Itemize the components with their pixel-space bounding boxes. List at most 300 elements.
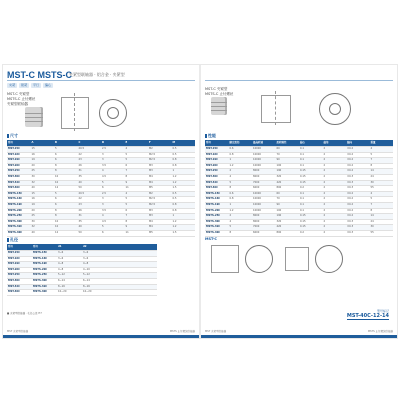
- table-cell: 1.2: [172, 225, 196, 231]
- column-header: 偏角: [323, 140, 347, 147]
- table-cell: 0.15: [299, 214, 323, 220]
- model-caption-line: MST-C 夹紧型: [7, 92, 30, 96]
- table-cell: 10~20: [57, 290, 82, 296]
- table-cell: 0.1: [299, 191, 323, 197]
- feature-chip: 锁紧: [21, 83, 28, 87]
- table-cell: 0.5: [172, 152, 196, 158]
- table-cell: 0.15: [299, 225, 323, 231]
- table-cell: 7000: [252, 225, 276, 231]
- table-cell: 30: [370, 225, 394, 231]
- table-cell: 2: [323, 191, 347, 197]
- table-cell: 0.8: [172, 202, 196, 208]
- bore-row: [7, 290, 157, 296]
- table-cell: 3.5: [101, 208, 125, 214]
- table-cell: 8: [229, 230, 253, 236]
- table-cell: 31: [78, 214, 102, 220]
- table-cell: 90: [276, 202, 300, 208]
- column-header: 扭转刚性: [276, 140, 300, 147]
- table-cell: ±0.2: [346, 163, 370, 169]
- table-cell: 4.5: [101, 174, 125, 180]
- page-title: MST-C MSTS-C: [7, 70, 72, 80]
- table-cell: 2: [229, 214, 253, 220]
- table-cell: M2.5: [148, 197, 172, 203]
- table-cell: 7000: [252, 180, 276, 186]
- table-cell: 8000: [252, 169, 276, 175]
- centerline: [275, 91, 276, 125]
- table-cell: 0.2: [299, 186, 323, 192]
- table-cell: 5: [125, 197, 149, 203]
- table-cell: 320: [276, 174, 300, 180]
- model-caption-line: MSTS-C 止付螺丝: [7, 97, 36, 101]
- table-cell: 2: [323, 158, 347, 164]
- table-cell: 1: [172, 169, 196, 175]
- column-header: A: [31, 140, 55, 147]
- table-cell: 0.6: [229, 147, 253, 153]
- table-cell: 3: [101, 158, 125, 164]
- part-number-cell: MST-19C: [7, 158, 31, 164]
- feature-chips: [7, 83, 53, 88]
- table-cell: ±0.3: [346, 186, 370, 192]
- table-cell: 2: [323, 214, 347, 220]
- table-cell: 5: [125, 152, 149, 158]
- table-cell: 2: [323, 197, 347, 203]
- table-cell: 3~6: [57, 256, 82, 262]
- dimension-table: [7, 140, 195, 237]
- table-cell: ±0.2: [346, 214, 370, 220]
- table-cell: 0.8: [229, 152, 253, 158]
- table-cell: 2: [323, 147, 347, 153]
- table-cell: 16: [31, 152, 55, 158]
- side-view-drawing: [261, 95, 291, 123]
- table-cell: 5: [370, 152, 394, 158]
- table-cell: 60: [276, 147, 300, 153]
- table-cell: 4: [101, 169, 125, 175]
- table-cell: ±0.2: [346, 169, 370, 175]
- model-caption-line: 夹紧型联轴器: [7, 102, 28, 106]
- table-cell: 23: [78, 158, 102, 164]
- table-cell: 9: [125, 180, 149, 186]
- part-number-cell: MSTS-30C: [205, 219, 229, 225]
- table-cell: 10~20: [82, 290, 107, 296]
- table-cell: ±0.3: [346, 180, 370, 186]
- column-header: C: [78, 140, 102, 147]
- table-cell: 70: [276, 152, 300, 158]
- footer-left-text: MST 夹紧型联轴器: [7, 330, 29, 333]
- part-number-cell: MSTS-15C: [205, 191, 229, 197]
- bore-circle: [329, 103, 341, 115]
- table-cell: 2: [323, 219, 347, 225]
- table-cell: 4: [125, 147, 149, 153]
- table-cell: 0.1: [299, 197, 323, 203]
- performance-table: [205, 140, 393, 237]
- table-cell: 0.5: [172, 197, 196, 203]
- column-header: B: [54, 140, 78, 147]
- order-example: [347, 309, 389, 320]
- table-cell: 5: [54, 147, 78, 153]
- part-number-cell: MST-25C: [205, 169, 229, 175]
- column-header: d1: [57, 244, 82, 251]
- table-cell: 0.1: [299, 202, 323, 208]
- table-note: ■ 夹紧型联轴器 · 孔径公差 H7: [7, 312, 42, 315]
- table-cell: 4: [125, 191, 149, 197]
- table-cell: MSTS-30C: [32, 278, 57, 284]
- table-cell: 4: [229, 219, 253, 225]
- table-cell: 15: [31, 147, 55, 153]
- table-cell: 5: [125, 158, 149, 164]
- table-cell: 7: [370, 158, 394, 164]
- table-cell: MSTS-19C: [32, 262, 57, 268]
- part-number-cell: MSTS-40C: [205, 230, 229, 236]
- part-number-cell: MST-16C: [7, 256, 32, 262]
- table-cell: M5: [148, 230, 172, 236]
- table-cell: [132, 290, 157, 296]
- table-cell: 0.1: [299, 163, 323, 169]
- feature-chip: 夹紧: [9, 83, 16, 87]
- table-cell: 2: [323, 225, 347, 231]
- cad-drawing-1: [211, 245, 239, 273]
- table-cell: 50: [78, 186, 102, 192]
- part-number-cell: MST-25C: [7, 273, 32, 279]
- column-header: 重量: [370, 140, 394, 147]
- part-number-cell: MSTS-16C: [205, 197, 229, 203]
- table-cell: 6: [54, 202, 78, 208]
- table-cell: 5: [370, 197, 394, 203]
- table-cell: 22: [78, 197, 102, 203]
- table-cell: 8: [54, 169, 78, 175]
- table-cell: 6: [54, 197, 78, 203]
- table-cell: 12: [54, 230, 78, 236]
- table-cell: 10: [54, 219, 78, 225]
- part-number-cell: MSTS-25C: [205, 214, 229, 220]
- table-cell: 8: [125, 219, 149, 225]
- table-cell: 11: [125, 186, 149, 192]
- part-number-cell: MSTS-40C: [7, 230, 31, 236]
- table-cell: 2: [323, 174, 347, 180]
- table-cell: 7: [125, 214, 149, 220]
- table-cell: 2: [323, 230, 347, 236]
- table-cell: 1.5: [172, 186, 196, 192]
- table-cell: 6~14: [57, 278, 82, 284]
- table-cell: M4: [148, 180, 172, 186]
- table-cell: 6000: [252, 230, 276, 236]
- table-cell: 22: [78, 152, 102, 158]
- table-cell: 4~8: [82, 262, 107, 268]
- table-cell: 6~14: [82, 278, 107, 284]
- part-number-cell: MST-20C: [7, 267, 32, 273]
- table-cell: 0.8: [172, 163, 196, 169]
- page-footer: [205, 329, 393, 334]
- table-cell: M4: [148, 225, 172, 231]
- model-caption: [7, 92, 35, 107]
- section-heading-bore: 孔径: [7, 237, 18, 243]
- table-cell: 10000: [252, 197, 276, 203]
- table-cell: M3: [148, 163, 172, 169]
- table-cell: 420: [276, 180, 300, 186]
- part-number-cell: MST-40C: [7, 186, 31, 192]
- table-cell: 10000: [252, 208, 276, 214]
- table-cell: 1: [172, 214, 196, 220]
- table-cell: M5: [148, 186, 172, 192]
- part-number-cell: MSTS-19C: [205, 202, 229, 208]
- table-cell: 4: [229, 174, 253, 180]
- table-cell: 26: [78, 163, 102, 169]
- table-cell: 3~6: [82, 251, 107, 257]
- table-cell: ±0.2: [346, 202, 370, 208]
- column-header: 轴向: [346, 140, 370, 147]
- table-cell: 24: [370, 219, 394, 225]
- table-cell: 12: [54, 186, 78, 192]
- column-header: M: [172, 140, 196, 147]
- table-cell: 1.2: [172, 180, 196, 186]
- table-cell: 0.6: [229, 191, 253, 197]
- part-number-cell: MST-40C: [7, 290, 32, 296]
- footer-right-text: MSTS 止付螺丝联轴器: [367, 330, 393, 333]
- catalog-spread: [3, 65, 397, 338]
- table-cell: 6: [125, 163, 149, 169]
- left-page: [3, 65, 199, 338]
- table-cell: M2: [148, 147, 172, 153]
- table-cell: 1.2: [172, 174, 196, 180]
- model-caption: [205, 87, 233, 97]
- table-cell: 0.8: [172, 208, 196, 214]
- table-cell: M2: [148, 191, 172, 197]
- table-cell: 0.15: [299, 219, 323, 225]
- table-cell: 32: [31, 225, 55, 231]
- table-cell: MSTS-25C: [32, 273, 57, 279]
- table-cell: 26: [78, 208, 102, 214]
- table-cell: 15: [31, 191, 55, 197]
- bore-table: [7, 244, 157, 296]
- table-cell: 6: [54, 152, 78, 158]
- table-cell: M3: [148, 214, 172, 220]
- part-number-cell: MSTS-15C: [7, 191, 31, 197]
- table-cell: 50: [78, 230, 102, 236]
- table-cell: 7: [125, 169, 149, 175]
- table-cell: 8000: [252, 174, 276, 180]
- table-cell: 0.8: [172, 158, 196, 164]
- table-cell: MSTS-15C: [32, 251, 57, 257]
- table-cell: 6: [101, 186, 125, 192]
- table-cell: 1.2: [229, 163, 253, 169]
- part-number-cell: MST-40C: [205, 186, 229, 192]
- table-cell: 31: [78, 169, 102, 175]
- table-cell: 5~12: [57, 273, 82, 279]
- column-header: 型号: [7, 244, 32, 251]
- table-cell: 20: [31, 208, 55, 214]
- table-cell: 35: [78, 219, 102, 225]
- part-number-cell: MST-32C: [7, 180, 31, 186]
- part-number-cell: MST-16C: [205, 152, 229, 158]
- order-example-code: MST-40C-12-14: [346, 313, 389, 319]
- part-number-cell: MST-25C: [7, 169, 31, 175]
- table-cell: 2: [323, 186, 347, 192]
- table-cell: 20: [31, 163, 55, 169]
- table-cell: MSTS-16C: [32, 256, 57, 262]
- table-cell: MSTS-40C: [32, 290, 57, 296]
- part-number-cell: MST-15C: [205, 147, 229, 153]
- table-cell: 5: [54, 191, 78, 197]
- table-cell: 40: [78, 180, 102, 186]
- table-cell: 1: [229, 158, 253, 164]
- table-cell: 3~6: [57, 251, 82, 257]
- table-cell: 0.5: [172, 147, 196, 153]
- table-cell: 10000: [252, 191, 276, 197]
- table-cell: 5~12: [82, 273, 107, 279]
- page-subtitle: 夹紧型联轴器 · 铝合金 · 夹紧型: [69, 72, 125, 77]
- table-cell: 8: [125, 174, 149, 180]
- table-cell: 1: [229, 202, 253, 208]
- column-header: 额定扭矩: [229, 140, 253, 147]
- order-example-label: 型号标记: [376, 309, 389, 313]
- column-header: 型号: [32, 244, 57, 251]
- part-number-cell: MSTS-30C: [7, 219, 31, 225]
- table-cell: 8: [229, 186, 253, 192]
- bore-circle: [107, 107, 119, 119]
- model-caption-line: MST-C 夹紧型: [205, 87, 228, 91]
- column-header: d2: [82, 244, 107, 251]
- table-cell: 9: [125, 225, 149, 231]
- table-cell: 5: [229, 180, 253, 186]
- model-caption-line: MSTS-C 止付螺丝: [205, 92, 234, 96]
- footer-bar: [3, 335, 199, 338]
- table-cell: 4~10: [82, 267, 107, 273]
- table-cell: 40: [78, 225, 102, 231]
- table-cell: 3: [101, 202, 125, 208]
- table-cell: 5: [229, 225, 253, 231]
- right-page: [201, 65, 397, 338]
- table-cell: 8~16: [82, 284, 107, 290]
- table-cell: 19: [31, 158, 55, 164]
- table-cell: 3: [101, 152, 125, 158]
- table-cell: 70: [276, 197, 300, 203]
- table-cell: 3~6: [82, 256, 107, 262]
- footer-left-text: MST 夹紧型联轴器: [205, 330, 227, 333]
- table-cell: 30: [31, 174, 55, 180]
- table-cell: 100: [276, 163, 300, 169]
- table-cell: 6000: [252, 186, 276, 192]
- table-cell: 0.1: [299, 208, 323, 214]
- table-cell: ±0.3: [346, 230, 370, 236]
- part-number-cell: MSTS-32C: [205, 225, 229, 231]
- part-number-cell: MSTS-16C: [7, 197, 31, 203]
- table-cell: 6: [125, 208, 149, 214]
- table-cell: 5: [101, 180, 125, 186]
- part-number-cell: MST-15C: [7, 147, 31, 153]
- table-cell: 10000: [252, 202, 276, 208]
- title-rule: [7, 80, 195, 81]
- table-cell: 10: [54, 174, 78, 180]
- table-cell: 190: [276, 169, 300, 175]
- part-number-cell: MST-15C: [7, 251, 32, 257]
- table-cell: 0.15: [299, 169, 323, 175]
- table-cell: 25: [31, 214, 55, 220]
- feature-chip: 平行: [33, 83, 40, 87]
- table-cell: 20.5: [78, 191, 102, 197]
- table-cell: ±0.3: [346, 219, 370, 225]
- table-cell: 1.2: [229, 208, 253, 214]
- table-cell: 2.5: [101, 147, 125, 153]
- part-number-cell: MST-30C: [205, 174, 229, 180]
- table-cell: 4: [101, 214, 125, 220]
- table-cell: 55: [370, 186, 394, 192]
- table-cell: 2: [323, 180, 347, 186]
- table-cell: 0.2: [299, 230, 323, 236]
- table-cell: 8: [54, 208, 78, 214]
- table-cell: ±0.2: [346, 152, 370, 158]
- table-cell: 2: [323, 208, 347, 214]
- table-cell: M3: [148, 208, 172, 214]
- table-cell: 2: [323, 163, 347, 169]
- part-number-cell: MSTS-32C: [7, 225, 31, 231]
- table-cell: 1.5: [172, 230, 196, 236]
- table-cell: ±0.2: [346, 147, 370, 153]
- table-cell: 4: [370, 191, 394, 197]
- table-cell: 10000: [252, 152, 276, 158]
- part-number-cell: MSTS-25C: [7, 214, 31, 220]
- table-cell: 30: [31, 219, 55, 225]
- table-cell: MSTS-20C: [32, 267, 57, 273]
- cad-label: MST-C: [205, 237, 217, 241]
- table-cell: 8000: [252, 219, 276, 225]
- table-cell: 4: [370, 147, 394, 153]
- table-cell: 2.5: [101, 191, 125, 197]
- table-cell: 19: [31, 202, 55, 208]
- table-cell: 11: [125, 230, 149, 236]
- column-header: 型号: [7, 140, 31, 147]
- cad-drawing-4: [315, 245, 343, 273]
- table-cell: M4: [148, 219, 172, 225]
- cad-drawing-2: [245, 245, 273, 273]
- column-header: 型号: [205, 140, 229, 147]
- table-cell: 30: [370, 180, 394, 186]
- column-header: E: [125, 140, 149, 147]
- centerline: [74, 93, 75, 131]
- title-rule: [205, 80, 393, 81]
- table-cell: 2: [323, 202, 347, 208]
- table-cell: 190: [276, 214, 300, 220]
- table-cell: 0.8: [229, 197, 253, 203]
- table-cell: 8000: [252, 214, 276, 220]
- table-cell: 16: [31, 197, 55, 203]
- table-cell: M2.5: [148, 152, 172, 158]
- table-cell: M3: [148, 169, 172, 175]
- table-cell: 10: [54, 180, 78, 186]
- dimension-row: [7, 230, 195, 236]
- part-number-cell: MST-20C: [205, 163, 229, 169]
- table-cell: 40: [31, 186, 55, 192]
- coupling-product-image: [211, 97, 227, 115]
- table-cell: 0.1: [299, 152, 323, 158]
- table-cell: 8: [370, 208, 394, 214]
- table-cell: 90: [276, 158, 300, 164]
- part-number-cell: MST-30C: [7, 278, 32, 284]
- table-cell: 800: [276, 186, 300, 192]
- table-cell: 5: [125, 202, 149, 208]
- column-header: 最高转速: [252, 140, 276, 147]
- table-cell: 8: [54, 163, 78, 169]
- table-cell: 4~8: [57, 262, 82, 268]
- table-cell: ±0.2: [346, 158, 370, 164]
- table-cell: 14: [370, 169, 394, 175]
- table-cell: 8: [54, 214, 78, 220]
- table-cell: 0.1: [299, 147, 323, 153]
- table-cell: 2: [323, 169, 347, 175]
- table-cell: 6: [101, 230, 125, 236]
- table-cell: M2.5: [148, 158, 172, 164]
- part-number-cell: MSTS-20C: [205, 208, 229, 214]
- footer-bar: [201, 335, 397, 338]
- table-cell: 0.15: [299, 174, 323, 180]
